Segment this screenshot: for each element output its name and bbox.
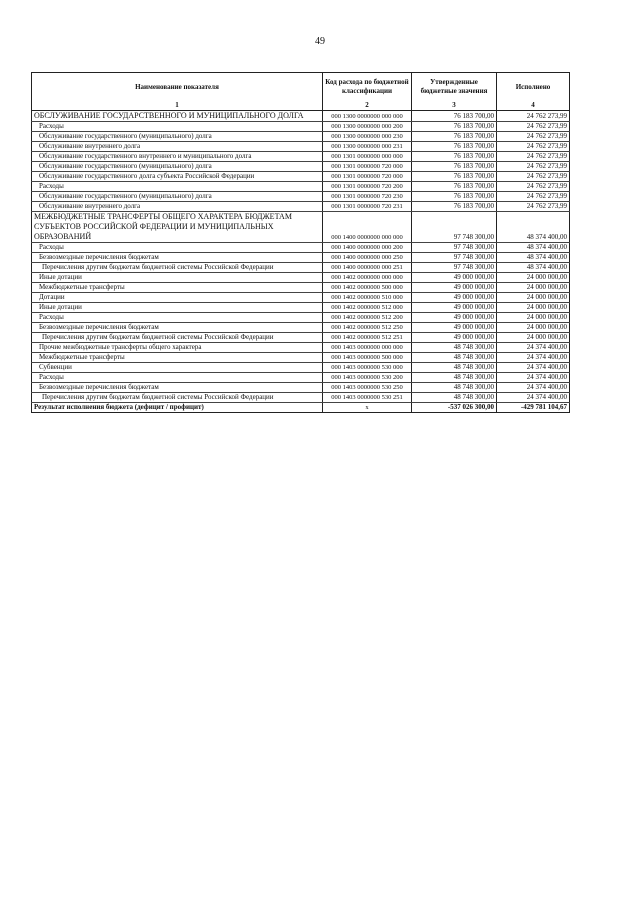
row-executed-value: 24 374 400,00: [497, 343, 570, 353]
column-number: 4: [497, 101, 570, 111]
row-code: 000 1402 0000000 512 251: [323, 333, 412, 343]
row-code: 000 1301 0000000 720 231: [323, 202, 412, 212]
row-executed-value: 24 374 400,00: [497, 393, 570, 403]
row-approved-value: 76 183 700,00: [412, 142, 497, 152]
table-row: [32, 111, 570, 122]
table-row: [32, 363, 570, 373]
row-approved-value: 49 000 000,00: [412, 323, 497, 333]
table-row: [32, 192, 570, 202]
row-name: Перечисления другим бюджетам бюджетной системы Российской Федерации: [32, 393, 323, 403]
row-name: ОБСЛУЖИВАНИЕ ГОСУДАРСТВЕННОГО И МУНИЦИПАЛЬНОГО ДОЛГА: [32, 111, 323, 122]
row-code: 000 1300 0000000 000 200: [323, 122, 412, 132]
row-approved-value: 97 748 300,00: [412, 253, 497, 263]
row-name: Безвозмездные перечисления бюджетам: [32, 383, 323, 393]
table-row: [32, 182, 570, 192]
row-approved-value: 48 748 300,00: [412, 353, 497, 363]
header-executed: Исполнено: [497, 73, 570, 102]
table-row: [32, 162, 570, 172]
header-code: Код расхода по бюджетной классификации: [323, 73, 412, 102]
table-row: [32, 152, 570, 162]
row-approved-value: 76 183 700,00: [412, 122, 497, 132]
row-approved-value: 49 000 000,00: [412, 333, 497, 343]
column-number: 1: [32, 101, 323, 111]
table-row: [32, 263, 570, 273]
budget-table-container: [31, 72, 569, 413]
row-code: 000 1301 0000000 720 000: [323, 172, 412, 182]
row-code: 000 1400 0000000 000 000: [323, 212, 412, 243]
column-number: 2: [323, 101, 412, 111]
row-approved-value: 97 748 300,00: [412, 212, 497, 243]
table-body: [32, 111, 570, 413]
row-approved-value: 97 748 300,00: [412, 243, 497, 253]
header-approved: Утвержденные бюджетные значения: [412, 73, 497, 102]
row-executed-value: 24 000 000,00: [497, 273, 570, 283]
row-executed-value: 24 000 000,00: [497, 293, 570, 303]
row-executed-value: 24 762 273,99: [497, 172, 570, 182]
row-executed-value: 24 374 400,00: [497, 363, 570, 373]
row-code: 000 1403 0000000 000 000: [323, 343, 412, 353]
page-number: 49: [315, 36, 325, 47]
row-approved-value: 49 000 000,00: [412, 313, 497, 323]
row-code: 000 1403 0000000 530 000: [323, 363, 412, 373]
row-approved-value: 48 748 300,00: [412, 393, 497, 403]
row-name: Перечисления другим бюджетам бюджетной системы Российской Федерации: [32, 333, 323, 343]
row-executed-value: 24 762 273,99: [497, 152, 570, 162]
table-row: [32, 373, 570, 383]
column-number: 3: [412, 101, 497, 111]
row-name: Иные дотации: [32, 303, 323, 313]
row-approved-value: 76 183 700,00: [412, 182, 497, 192]
row-approved-value: 48 748 300,00: [412, 363, 497, 373]
row-executed-value: 24 762 273,99: [497, 182, 570, 192]
row-executed-value: 24 762 273,99: [497, 142, 570, 152]
row-approved-value: 76 183 700,00: [412, 111, 497, 122]
row-name: Обслуживание государственного внутреннего и муниципального долга: [32, 152, 323, 162]
total-code: x: [323, 403, 412, 413]
row-name: Обслуживание внутреннего долга: [32, 142, 323, 152]
total-approved-value: -537 026 300,00: [412, 403, 497, 413]
row-code: 000 1402 0000000 510 000: [323, 293, 412, 303]
row-executed-value: 24 762 273,99: [497, 192, 570, 202]
table-row: [32, 303, 570, 313]
row-executed-value: 48 374 400,00: [497, 253, 570, 263]
row-code: 000 1402 0000000 000 000: [323, 273, 412, 283]
row-code: 000 1400 0000000 000 250: [323, 253, 412, 263]
table-row: [32, 313, 570, 323]
row-approved-value: 49 000 000,00: [412, 303, 497, 313]
table-row: [32, 202, 570, 212]
row-name: Расходы: [32, 243, 323, 253]
row-executed-value: 24 374 400,00: [497, 383, 570, 393]
row-executed-value: 24 374 400,00: [497, 373, 570, 383]
row-name: Расходы: [32, 373, 323, 383]
table-row: [32, 212, 570, 243]
row-code: 000 1400 0000000 000 251: [323, 263, 412, 273]
table-row: [32, 172, 570, 182]
table-row: [32, 122, 570, 132]
row-name: Прочие межбюджетные трансферты общего характера: [32, 343, 323, 353]
row-code: 000 1301 0000000 720 230: [323, 192, 412, 202]
row-code: 000 1403 0000000 500 000: [323, 353, 412, 363]
row-name: Расходы: [32, 122, 323, 132]
row-code: 000 1403 0000000 530 250: [323, 383, 412, 393]
table-row: [32, 142, 570, 152]
row-approved-value: 97 748 300,00: [412, 263, 497, 273]
row-name: Обслуживание государственного (муниципального) долга: [32, 192, 323, 202]
row-name: Обслуживание государственного (муниципального) долга: [32, 132, 323, 142]
table-row: [32, 343, 570, 353]
row-name: Обслуживание государственного (муниципального) долга: [32, 162, 323, 172]
row-name: МЕЖБЮДЖЕТНЫЕ ТРАНСФЕРТЫ ОБЩЕГО ХАРАКТЕРА БЮДЖЕТАМ СУБЪЕКТОВ РОССИЙСКОЙ ФЕДЕРАЦИИ И МУНИЦИПАЛЬНЫХ ОБРАЗОВАНИЙ: [32, 212, 323, 243]
table-row: [32, 293, 570, 303]
row-approved-value: 48 748 300,00: [412, 373, 497, 383]
row-name: Безвозмездные перечисления бюджетам: [32, 253, 323, 263]
row-name: Безвозмездные перечисления бюджетам: [32, 323, 323, 333]
row-executed-value: 24 762 273,99: [497, 111, 570, 122]
row-approved-value: 49 000 000,00: [412, 283, 497, 293]
table-row: [32, 323, 570, 333]
row-code: 000 1403 0000000 530 200: [323, 373, 412, 383]
row-executed-value: 24 762 273,99: [497, 132, 570, 142]
row-approved-value: 76 183 700,00: [412, 202, 497, 212]
row-executed-value: 24 762 273,99: [497, 122, 570, 132]
row-code: 000 1402 0000000 512 000: [323, 303, 412, 313]
row-approved-value: 76 183 700,00: [412, 152, 497, 162]
row-name: Обслуживание внутреннего долга: [32, 202, 323, 212]
row-approved-value: 76 183 700,00: [412, 192, 497, 202]
table-row: [32, 333, 570, 343]
row-approved-value: 49 000 000,00: [412, 293, 497, 303]
row-code: 000 1402 0000000 512 200: [323, 313, 412, 323]
table-row: [32, 383, 570, 393]
row-code: 000 1300 0000000 000 230: [323, 132, 412, 142]
budget-execution-table: [31, 72, 570, 413]
table-row: [32, 253, 570, 263]
row-code: 000 1400 0000000 000 200: [323, 243, 412, 253]
table-row: [32, 393, 570, 403]
row-executed-value: 24 762 273,99: [497, 162, 570, 172]
row-executed-value: 24 000 000,00: [497, 283, 570, 293]
row-name: Перечисления другим бюджетам бюджетной системы Российской Федерации: [32, 263, 323, 273]
row-approved-value: 76 183 700,00: [412, 132, 497, 142]
total-executed-value: -429 781 104,67: [497, 403, 570, 413]
row-code: 000 1402 0000000 500 000: [323, 283, 412, 293]
row-executed-value: 48 374 400,00: [497, 263, 570, 273]
table-row: [32, 132, 570, 142]
row-executed-value: 48 374 400,00: [497, 243, 570, 253]
row-approved-value: 49 000 000,00: [412, 273, 497, 283]
row-code: 000 1300 0000000 000 231: [323, 142, 412, 152]
row-name: Субвенции: [32, 363, 323, 373]
row-name: Расходы: [32, 313, 323, 323]
table-header-row: [32, 73, 570, 102]
row-code: 000 1300 0000000 000 000: [323, 111, 412, 122]
row-name: Обслуживание государственного долга субъекта Российской Федерации: [32, 172, 323, 182]
row-name: Межбюджетные трансферты: [32, 283, 323, 293]
row-executed-value: 48 374 400,00: [497, 212, 570, 243]
row-approved-value: 48 748 300,00: [412, 343, 497, 353]
table-row: [32, 243, 570, 253]
row-executed-value: 24 000 000,00: [497, 333, 570, 343]
table-row: [32, 283, 570, 293]
total-name: Результат исполнения бюджета (дефицит / профицит): [32, 403, 323, 413]
row-approved-value: 76 183 700,00: [412, 162, 497, 172]
row-executed-value: 24 000 000,00: [497, 323, 570, 333]
row-name: Расходы: [32, 182, 323, 192]
row-code: 000 1402 0000000 512 250: [323, 323, 412, 333]
row-executed-value: 24 000 000,00: [497, 303, 570, 313]
row-executed-value: 24 762 273,99: [497, 202, 570, 212]
row-name: Межбюджетные трансферты: [32, 353, 323, 363]
row-name: Иные дотации: [32, 273, 323, 283]
row-executed-value: 24 374 400,00: [497, 353, 570, 363]
table-row: [32, 273, 570, 283]
row-executed-value: 24 000 000,00: [497, 313, 570, 323]
row-code: 000 1403 0000000 530 251: [323, 393, 412, 403]
column-number-row: [32, 101, 570, 111]
row-approved-value: 48 748 300,00: [412, 383, 497, 393]
row-code: 000 1301 0000000 720 200: [323, 182, 412, 192]
row-code: 000 1301 0000000 720 000: [323, 162, 412, 172]
row-name: Дотации: [32, 293, 323, 303]
total-row: [32, 403, 570, 413]
table-row: [32, 353, 570, 363]
header-name: Наименование показателя: [32, 73, 323, 102]
row-code: 000 1301 0000000 000 000: [323, 152, 412, 162]
row-approved-value: 76 183 700,00: [412, 172, 497, 182]
